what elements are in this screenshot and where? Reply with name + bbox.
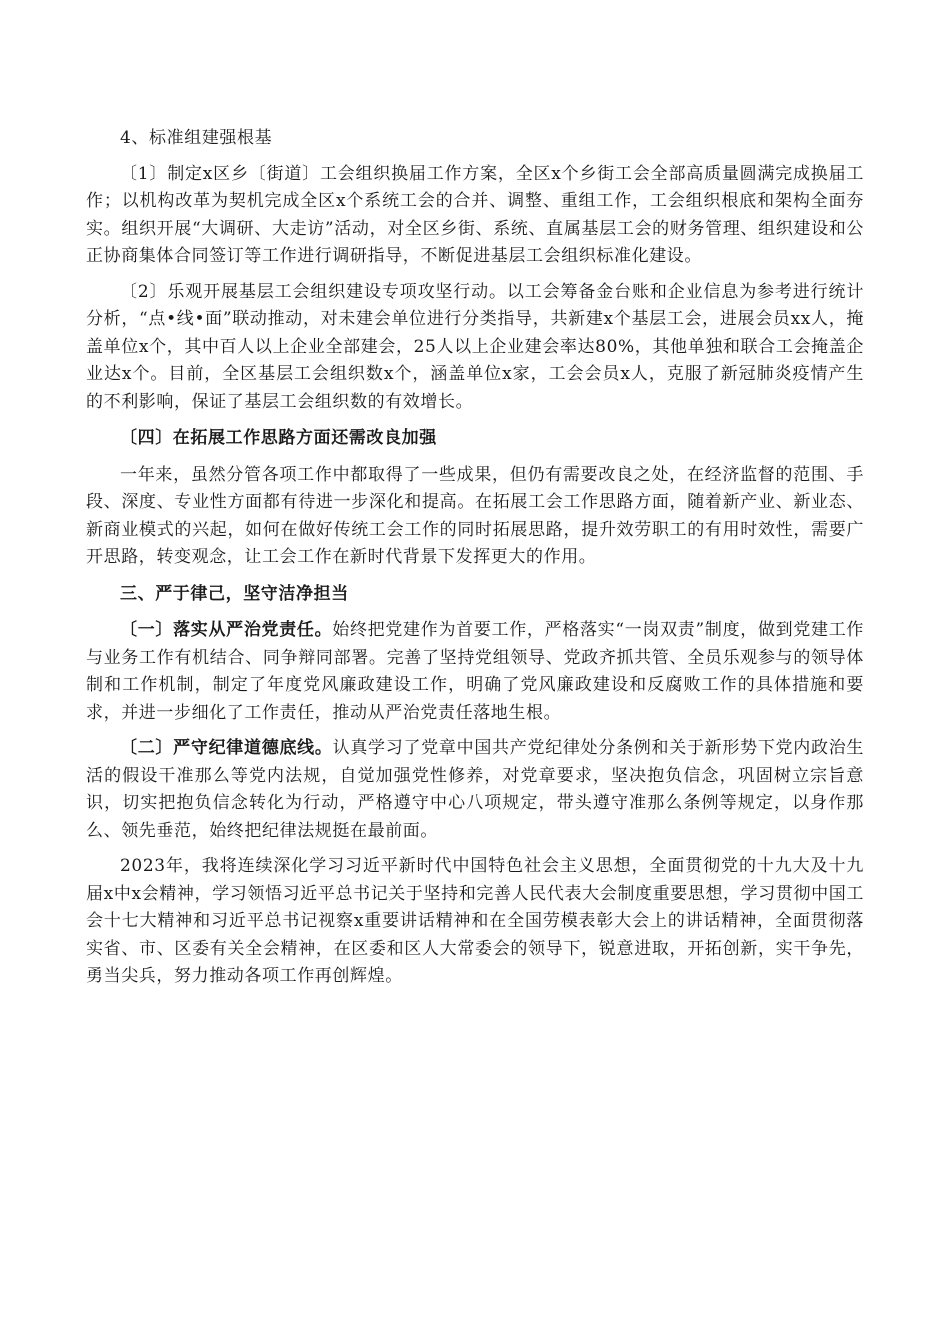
paragraph-5 [86, 735, 864, 845]
paragraph-5-body: 认真学习了党章中国共产党纪律处分条例和关于新形势下党内政治生活的假设干准那么等党内法规，自觉加强党性修养，对党章要求，坚决抱负信念，巩固树立宗旨意识，切实把抱负信念转化为行动，严格遵守中心八项规定，带头遵守准那么条例等规定，以身作那么、领先垂范，始终把纪律法规挺在最前面。 [86, 738, 865, 841]
section-3-heading: 三、严于律己，坚守洁净担当 [120, 583, 349, 604]
section-4-heading: 4、标准组建强根基 [120, 128, 273, 148]
paragraph-4-lead: 〔一〕落实从严治党责任。 [120, 620, 333, 640]
paragraph-3: 一年来，虽然分管各项工作中都取得了一些成果，但仍有需要改良之处，在经济监督的范围、手段、深度、专业性方面都有待进一步深化和提高。在拓展工会工作思路方面，随着新产业、新业态、新商业模式的兴起，如何在做好传统工会工作的同时拓展思路，提升效劳职工的有用时效性，需要广开思路，转变观念，让工会工作在新时代背景下发挥更大的作用。 [86, 464, 864, 567]
subheading-4: 〔四〕在拓展工作思路方面还需改良加强 [120, 428, 437, 448]
paragraph-6: 2023年，我将连续深化学习习近平新时代中国特色社会主义思想，全面贯彻党的十九大及十九届x中x会精神，学习领悟习近平总书记关于坚持和完善人民代表大会制度重要思想，学习贯彻中国工会十七大精神和习近平总书记视察x重要讲话精神和在全国劳模表彰大会上的讲话精神，全面贯彻落实省、市、区委有关全会精神，在区委和区人大常委会的领导下，锐意进取，开拓创新，实干争先，勇当尖兵，努力推动各项工作再创辉煌。 [86, 856, 864, 986]
paragraph-4-body: 始终把党建作为首要工作，严格落实“一岗双责”制度，做到党建工作与业务工作有机结合、同争辩同部署。完善了坚持党组领导、党政齐抓共管、全员乐观参与的领导体制和工作机制，制定了年度党风廉政建设工作，明确了党风廉政建设和反腐败工作的具体措施和要求，并进一步细化了工作责任，推动从严治党责任落地生根。 [86, 620, 865, 723]
paragraph-2: 〔2〕乐观开展基层工会组织建设专项攻坚行动。以工会筹备金台账和企业信息为参考进行统计分析，“点•线•面”联动推动，对未建会单位进行分类指导，共新建x个基层工会，进展会员xx人，掩盖单位x个，其中百人以上企业全部建会，25人以上企业建会率达80%，其他单独和联合工会掩盖企业达x个。目前，全区基层工会组织数x个，涵盖单位x家，工会会员x人，克服了新冠肺炎疫情产生的不利影响，保证了基层工会组织数的有效增长。 [86, 281, 864, 412]
paragraph-4 [86, 617, 864, 727]
paragraph-5-lead: 〔二〕严守纪律道德底线。 [120, 738, 333, 758]
paragraph-1: 〔1〕制定x区乡〔街道〕工会组织换届工作方案，全区x个乡街工会全部高质量圆满完成换届工作；以机构改革为契机完成全区x个系统工会的合并、调整、重组工作，工会组织根底和架构全面夯实。组织开展“大调研、大走访”活动，对全区乡街、系统、直属基层工会的财务管理、组织建设和公正协商集体合同签订等工作进行调研指导，不断促进基层工会组织标准化建设。 [86, 163, 864, 266]
